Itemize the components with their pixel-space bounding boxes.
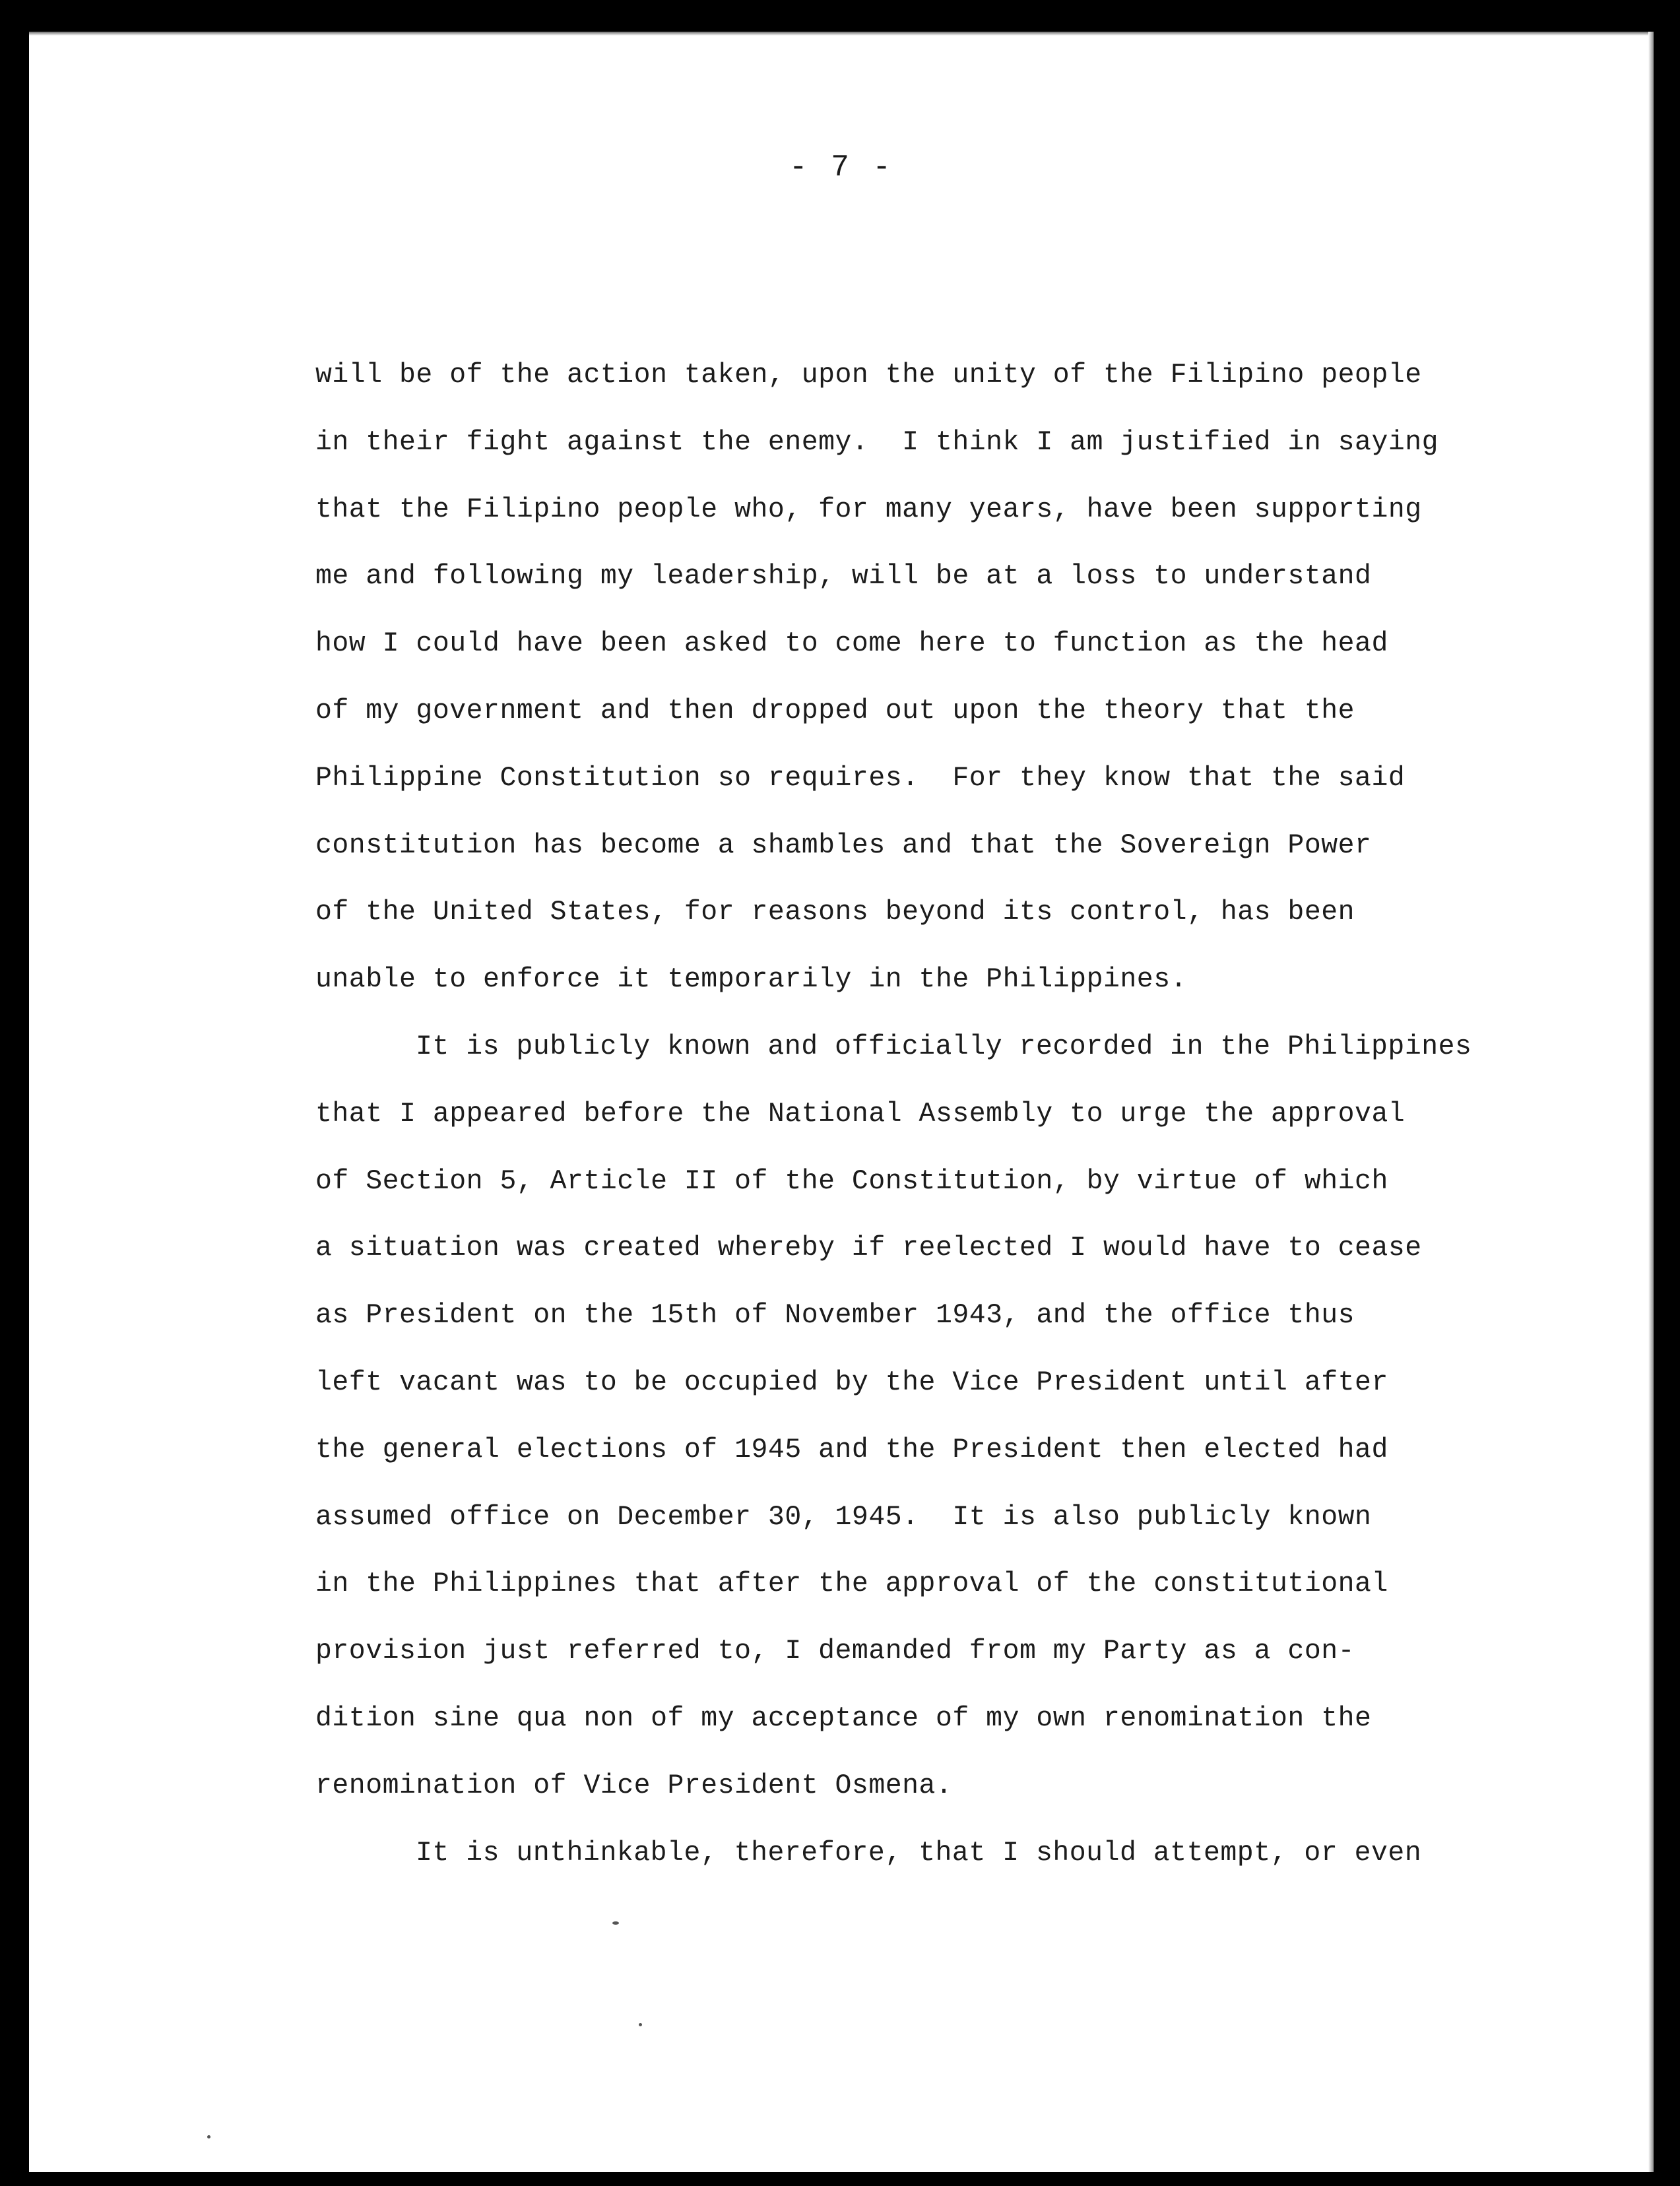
page-number: - 7 - [789, 150, 894, 185]
text-line: constitution has become a shambles and that the Sovereign Power [315, 829, 1372, 861]
text-line: that the Filipino people who, for many years, have been supporting [315, 494, 1422, 525]
paragraph-start-line: It is publicly known and officially recorded in the Philippines [416, 1031, 1472, 1062]
text-line: that I appeared before the National Assembly to urge the approval [315, 1098, 1405, 1130]
paragraph-start-line: It is unthinkable, therefore, that I should attempt, or even [416, 1837, 1422, 1869]
text-line: in their fight against the enemy. I think I am justified in saying [315, 426, 1439, 458]
text-line: a situation was created whereby if reelected I would have to cease [315, 1233, 1422, 1264]
text-line: will be of the action taken, upon the unity of the Filipino people [315, 360, 1422, 391]
text-line: as President on the 15th of November 1943, and the office thus [315, 1300, 1355, 1332]
text-line: provision just referred to, I demanded from my Party as a con- [315, 1636, 1355, 1667]
text-line: the general elections of 1945 and the President then elected had [315, 1434, 1388, 1465]
body-text [315, 342, 1556, 1886]
text-line: me and following my leadership, will be at a loss to understand [315, 561, 1372, 593]
text-line: unable to enforce it temporarily in the Philippines. [315, 964, 1188, 996]
scan-speck [639, 2023, 642, 2026]
typewritten-page [29, 32, 1654, 2172]
text-line: of my government and then dropped out upon the theory that the [315, 695, 1355, 726]
text-line: dition sine qua non of my acceptance of my own renomination the [315, 1702, 1372, 1734]
text-line: of the United States, for reasons beyond its control, has been [315, 897, 1355, 928]
text-line: Philippine Constitution so requires. For they know that the said [315, 762, 1405, 794]
text-line: left vacant was to be occupied by the Vice President until after [315, 1366, 1388, 1398]
scan-speck [207, 2135, 210, 2138]
scan-speck [612, 1921, 619, 1925]
text-line: how I could have been asked to come here to function as the head [315, 628, 1388, 660]
text-line: of Section 5, Article II of the Constitution, by virtue of which [315, 1165, 1388, 1197]
paper-edge-right [1648, 32, 1654, 2172]
paper-edge-top [29, 32, 1654, 36]
text-line: assumed office on December 30, 1945. It is also publicly known [315, 1501, 1372, 1533]
text-line: renomination of Vice President Osmena. [315, 1770, 953, 1801]
text-line: in the Philippines that after the approval of the constitutional [315, 1568, 1388, 1600]
